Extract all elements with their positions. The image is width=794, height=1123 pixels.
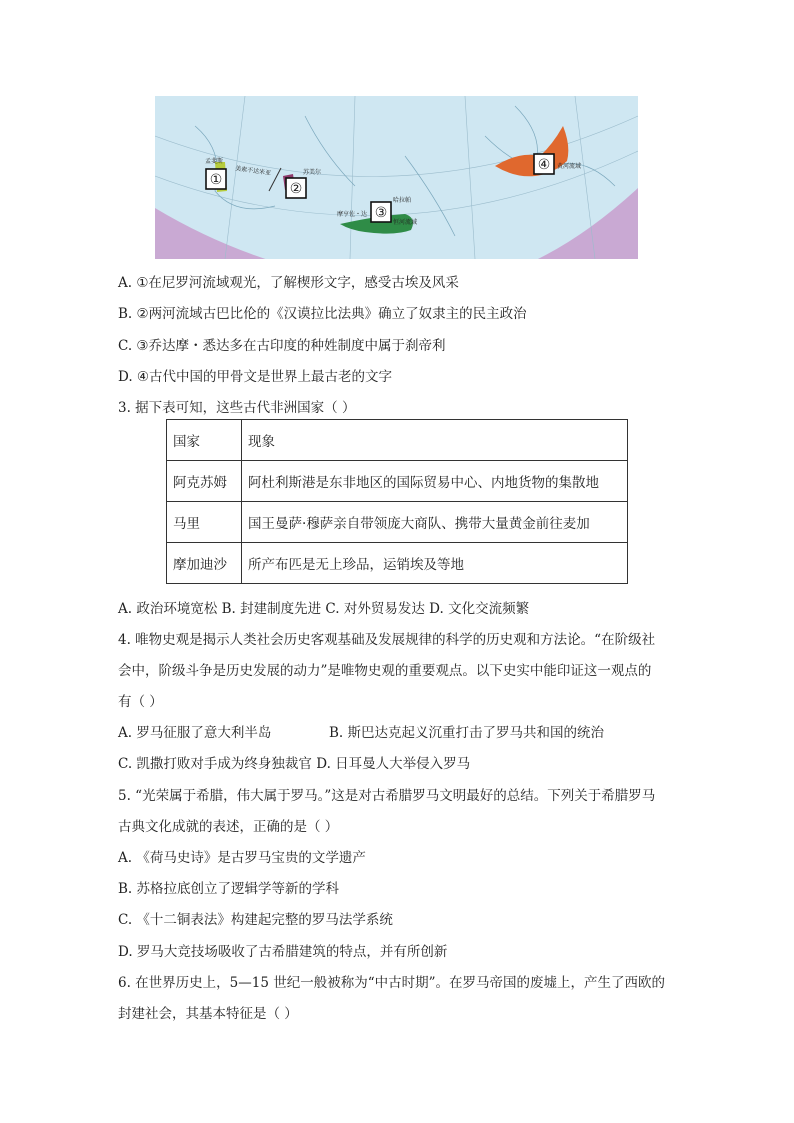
table-header-country: 国家 — [167, 420, 242, 461]
q4-stem-line-1: 4. 唯物史观是揭示人类社会历史客观基础及发展规律的科学的历史观和方法论。“在阶级社 — [118, 632, 656, 648]
q2-option-d: D. ④古代中国的甲骨文是世界上最古老的文字 — [118, 369, 393, 385]
marker-4 — [534, 154, 554, 174]
table-cell-country: 摩加迪沙 — [167, 543, 242, 584]
marker-3 — [371, 202, 391, 222]
q4-option-a: A. 罗马征服了意大利半岛 — [118, 725, 272, 741]
table-cell-phenomenon: 阿杜利斯港是东非地区的国际贸易中心、内地货物的集散地 — [242, 461, 628, 502]
q2-option-a: A. ①在尼罗河流域观光，了解楔形文字，感受古埃及风采 — [118, 275, 459, 291]
label-mesopotamia-right: 苏美尔 — [303, 169, 322, 176]
label-india-river: 恒河流域 — [393, 219, 418, 226]
q5-option-a: A. 《荷马史诗》是古罗马宝贵的文学遗产 — [118, 850, 366, 866]
map-land-band — [155, 96, 638, 259]
q4-stem-line-3: 有（ ） — [118, 694, 163, 710]
label-mesopotamia-left: 美索不达米亚 — [234, 165, 272, 177]
table-cell-country: 阿克苏姆 — [167, 461, 242, 502]
q5-option-b: B. 苏格拉底创立了逻辑学等新的学科 — [118, 881, 340, 897]
table-header-phenomenon: 现象 — [242, 420, 628, 461]
q6-stem-line-1: 6. 在世界历史上，5—15 世纪一般被称为“中古时期”。在罗马帝国的废墟上，产生了西欧的 — [118, 975, 666, 991]
q6-stem-line-2: 封建社会，其基本特征是（ ） — [118, 1006, 298, 1022]
map-graphic — [155, 96, 638, 259]
q4-stem-line-2: 会中，阶级斗争是历史发展的动力”是唯物史观的重要观点。以下史实中能印证这一观点的 — [118, 663, 652, 679]
marker-2 — [286, 178, 306, 198]
table-row — [167, 543, 628, 584]
marker-2-label: ② — [289, 181, 303, 197]
label-india-left: 摩亨佐・达 — [337, 211, 368, 218]
q4-option-cd: C. 凯撒打败对手成为终身独裁官 D. 日耳曼人大举侵入罗马 — [118, 756, 471, 772]
q3-stem: 3. 据下表可知，这些古代非洲国家（ ） — [118, 400, 356, 416]
marker-4-label: ④ — [537, 157, 551, 173]
marker-3-label: ③ — [374, 205, 388, 221]
table-row — [167, 461, 628, 502]
marker-1-label: ① — [209, 172, 223, 188]
q2-option-b: B. ②两河流域古巴比伦的《汉谟拉比法典》确立了奴隶主的民主政治 — [118, 306, 527, 322]
table-row — [167, 502, 628, 543]
marker-1 — [206, 169, 226, 189]
table-cell-country: 马里 — [167, 502, 242, 543]
q4-option-b: B. 斯巴达克起义沉重打击了罗马共和国的统治 — [329, 725, 605, 741]
label-upper-egypt: 孟斐斯 — [205, 158, 224, 165]
table-header-row — [167, 420, 628, 461]
label-china: 黄河流域 — [557, 163, 582, 170]
q5-option-d: D. 罗马大竞技场吸收了古希腊建筑的特点，并有所创新 — [118, 944, 448, 960]
q5-stem-line-2: 古典文化成就的表述，正确的是（ ） — [118, 819, 339, 835]
q5-stem-line-1: 5. “光荣属于希腊，伟大属于罗马。”这是对古希腊罗马文明最好的总结。下列关于希腊罗马 — [118, 788, 656, 804]
q5-option-c: C. 《十二铜表法》构建起完整的罗马法学系统 — [118, 912, 393, 928]
q2-option-c: C. ③乔达摩・悉达多在古印度的种姓制度中属于刹帝利 — [118, 338, 446, 354]
label-india-top: 哈拉帕 — [393, 197, 412, 204]
ancient-civilizations-map — [155, 96, 638, 259]
q3-options: A. 政治环境宽松 B. 封建制度先进 C. 对外贸易发达 D. 文化交流频繁 — [118, 601, 530, 617]
q3-table — [166, 419, 628, 584]
table-cell-phenomenon: 国王曼萨·穆萨亲自带领庞大商队、携带大量黄金前往麦加 — [242, 502, 628, 543]
table-cell-phenomenon: 所产布匹是无上珍品，运销埃及等地 — [242, 543, 628, 584]
